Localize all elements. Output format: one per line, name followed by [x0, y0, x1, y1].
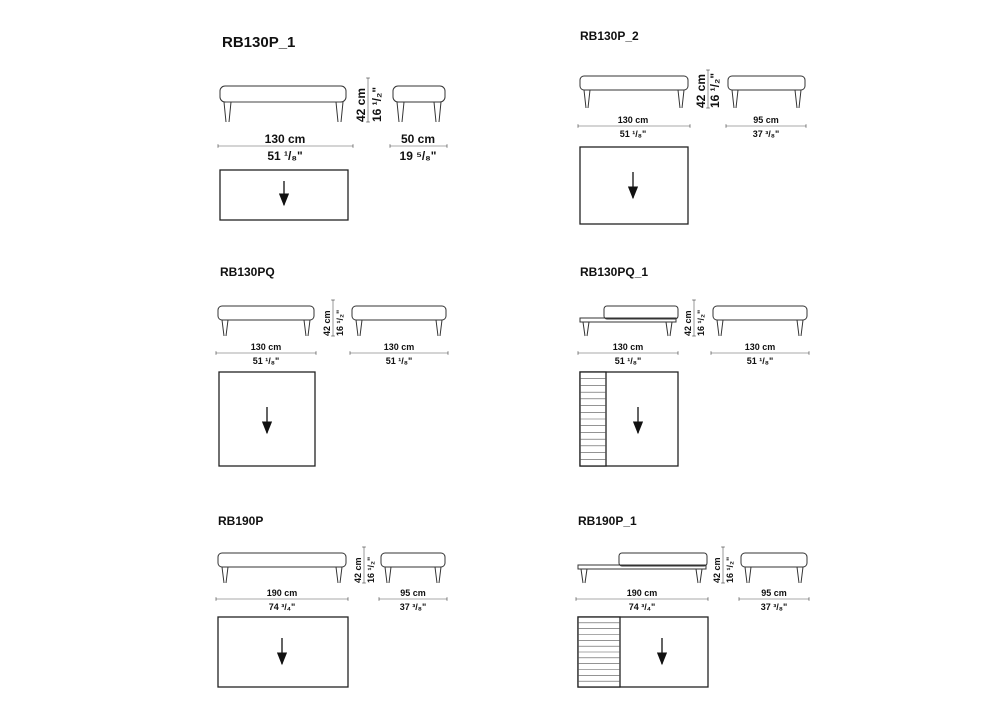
width-inch: 51 ¹/₈": [614, 356, 642, 366]
height-cm: 42 cm: [353, 557, 363, 583]
height-dimension: [353, 547, 376, 583]
side-view-bench: [352, 306, 446, 336]
product-rb130p-2: [578, 29, 806, 224]
height-inch: 16 ¹/₂": [708, 72, 722, 108]
side-view-bench: [381, 553, 445, 583]
front-view-bench: [580, 76, 688, 108]
product-rb190p: [216, 514, 447, 687]
height-cm: 42 cm: [712, 557, 722, 583]
product-code: RB190P_1: [578, 514, 637, 528]
depth-cm: 95 cm: [753, 115, 779, 125]
depth-dimension: [350, 342, 448, 366]
width-inch: 74 ³/₄": [628, 602, 656, 612]
plan-view: [220, 170, 348, 220]
depth-dimension: [379, 588, 447, 612]
width-cm: 130 cm: [617, 115, 649, 125]
width-dimension: [218, 132, 353, 163]
width-dimension: [576, 588, 708, 612]
depth-dimension: [739, 588, 809, 612]
width-inch: 51 ¹/₈": [252, 356, 280, 366]
height-inch: 16 ¹/₂": [696, 309, 706, 336]
height-cm: 42 cm: [322, 310, 332, 336]
width-cm: 190 cm: [626, 588, 658, 598]
side-view-bench: [728, 76, 805, 108]
width-cm: 130 cm: [250, 342, 282, 352]
height-inch: 16 ¹/₂": [335, 309, 345, 336]
height-inch: 16 ¹/₂": [370, 86, 384, 122]
side-view-bench: [713, 306, 807, 336]
product-code: RB130PQ: [220, 265, 275, 279]
width-cm: 130 cm: [264, 132, 306, 146]
plan-view: [218, 617, 348, 687]
depth-inch: 37 ³/₈": [399, 602, 427, 612]
side-view-bench: [741, 553, 807, 583]
depth-dimension: [711, 342, 809, 366]
height-cm: 42 cm: [354, 87, 368, 122]
width-dimension: [216, 588, 348, 612]
depth-cm: 95 cm: [400, 588, 426, 598]
product-code: RB130PQ_1: [580, 265, 649, 279]
height-dimension: [694, 70, 722, 108]
depth-cm: 130 cm: [383, 342, 415, 352]
front-view-bench: [220, 86, 346, 122]
depth-inch: 37 ³/₈": [752, 129, 780, 139]
width-inch: 51 ¹/₈": [267, 149, 303, 163]
product-rb130p-1: [218, 34, 447, 220]
height-cm: 42 cm: [694, 73, 708, 108]
width-dimension: [216, 342, 316, 366]
plan-view: [580, 147, 688, 224]
width-cm: 190 cm: [266, 588, 298, 598]
height-cm: 42 cm: [683, 310, 693, 336]
depth-inch: 19 ⁵/₈": [399, 149, 437, 163]
width-dimension: [578, 342, 678, 366]
depth-cm: 50 cm: [400, 132, 436, 146]
front-view-bench: [580, 306, 678, 336]
width-inch: 51 ¹/₈": [619, 129, 647, 139]
depth-inch: 51 ¹/₈": [746, 356, 774, 366]
plan-view: [219, 372, 315, 466]
depth-dimension: [390, 132, 447, 163]
product-rb130pq: [216, 265, 448, 466]
plan-view: [580, 372, 678, 466]
height-dimension: [354, 78, 384, 122]
height-dimension: [683, 300, 706, 336]
depth-cm: 130 cm: [744, 342, 776, 352]
product-rb130pq-1: [578, 265, 809, 466]
depth-cm: 95 cm: [761, 588, 787, 598]
product-code: RB130P_1: [222, 34, 296, 51]
width-cm: 130 cm: [612, 342, 644, 352]
front-view-bench: [578, 553, 707, 583]
front-view-bench: [218, 306, 314, 336]
width-dimension: [578, 115, 690, 139]
height-dimension: [712, 547, 735, 583]
width-inch: 74 ³/₄": [268, 602, 296, 612]
product-code: RB130P_2: [580, 29, 639, 43]
side-view-bench: [393, 86, 445, 122]
height-inch: 16 ¹/₂": [366, 556, 376, 583]
front-view-bench: [218, 553, 346, 583]
height-dimension: [322, 300, 345, 336]
depth-inch: 51 ¹/₈": [385, 356, 413, 366]
height-inch: 16 ¹/₂": [725, 556, 735, 583]
depth-dimension: [726, 115, 806, 139]
plan-view: [578, 617, 708, 687]
depth-inch: 37 ³/₈": [760, 602, 788, 612]
product-code: RB190P: [218, 514, 264, 528]
product-rb190p-1: [576, 514, 809, 687]
